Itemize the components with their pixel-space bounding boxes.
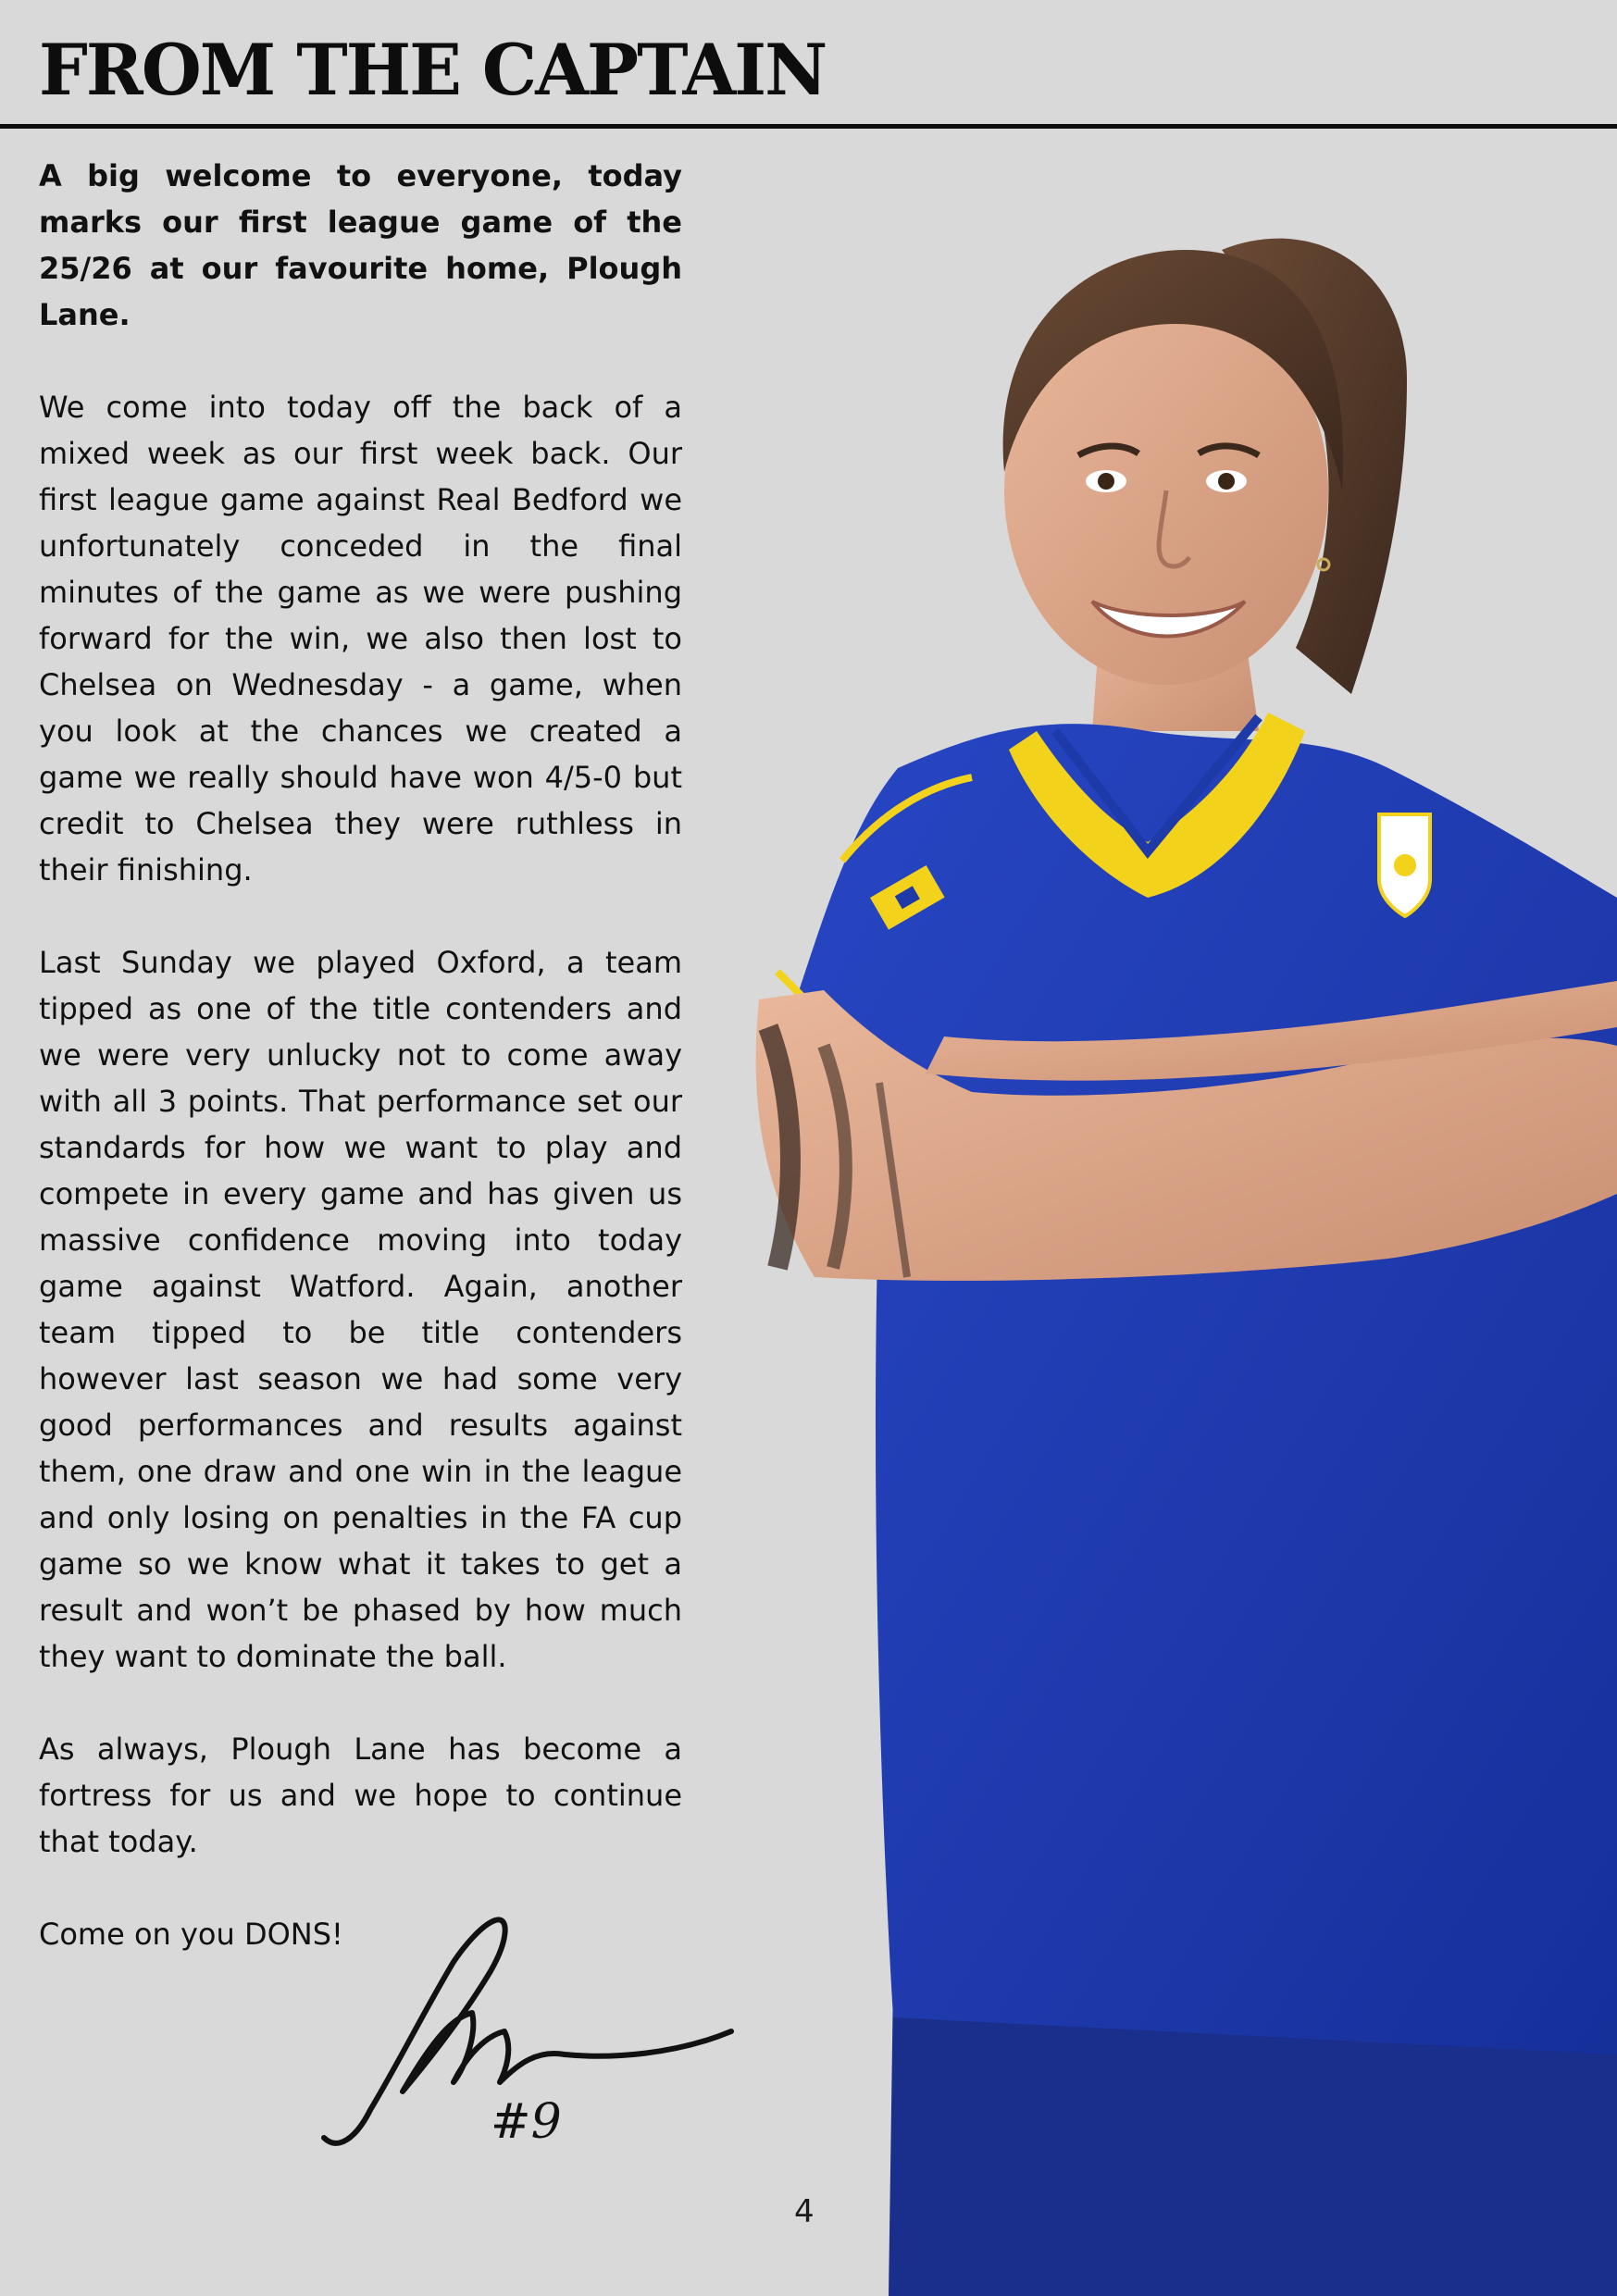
- header-divider: [0, 124, 1617, 129]
- page-title: FROM THE CAPTAIN: [39, 29, 827, 111]
- captain-photo: [740, 213, 1617, 2296]
- body-paragraph: We come into today off the back of a mixed week as our first week back. Our first league game against Real Bedford we unfortunately conceded in the final minutes of the game as we were pushing forward for the win, we also then lost to Chelsea on Wednesday - a game, when you look at the chances we created a game we really should have won 4/5-0 but credit to Chelsea they were ruthless in their finishing.: [39, 390, 682, 887]
- signature-number: #9: [491, 2094, 562, 2150]
- signature: [315, 1906, 750, 2166]
- body-paragraph: As always, Plough Lane has become a fortress for us and we hope to continue that today.: [39, 1731, 682, 1859]
- body-paragraph: Last Sunday we played Oxford, a team tipped as one of the title contenders and we were very unlucky not to come away with all 3 points. That performance set our standards for how we want to play and compete in every game and has given us massive confidence moving into today game against Watford. Again, another team tipped to be title contenders however last season we had some very good performances and results against them, one draw and one win in the league and only losing on penalties in the FA cup game so we know what it takes to get a result and won’t be phased by how much they want to dominate the ball.: [39, 945, 682, 1674]
- lead-paragraph: A big welcome to everyone, today marks our first league game of the 25/26 at our favourite home, Plough Lane.: [39, 158, 682, 332]
- signoff: Come on you DONS!: [39, 1917, 343, 1952]
- captain-message: [39, 153, 682, 1957]
- page-number: 4: [794, 2193, 815, 2230]
